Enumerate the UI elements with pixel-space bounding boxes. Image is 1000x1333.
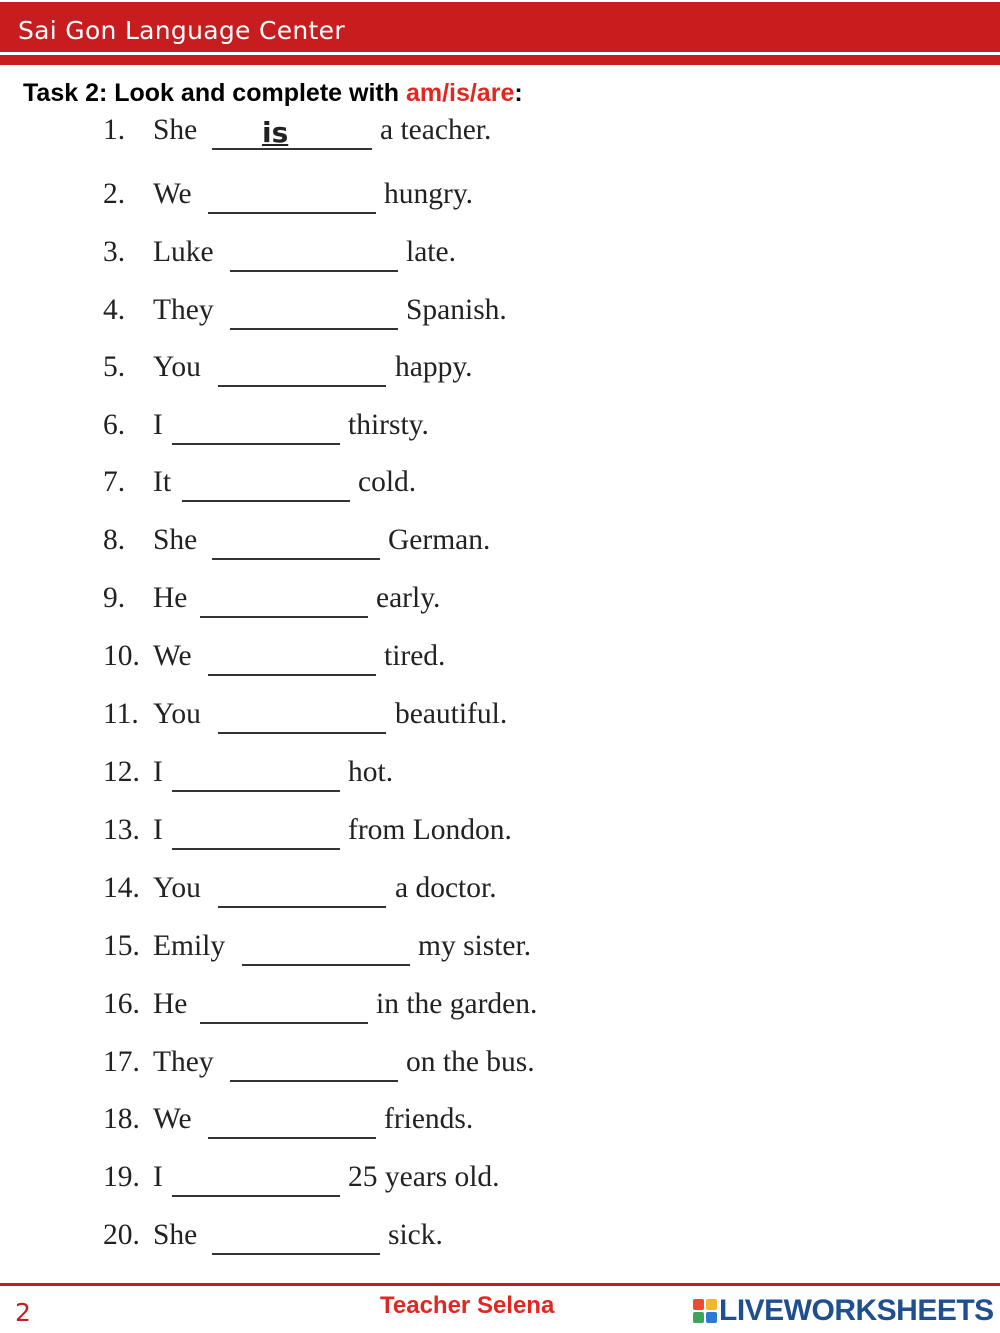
item-rest: sick. — [388, 1219, 443, 1251]
exercise-item — [0, 294, 1000, 334]
item-subject: I — [153, 814, 163, 846]
item-subject: She — [153, 114, 198, 146]
answer-blank[interactable] — [218, 385, 386, 387]
exercise-item — [0, 988, 1000, 1028]
answer-blank[interactable] — [212, 558, 380, 560]
page-number: 2 — [15, 1298, 31, 1327]
item-number: 20. — [103, 1219, 140, 1251]
item-number: 11. — [103, 698, 139, 730]
answer-blank[interactable] — [172, 848, 340, 850]
answer-blank[interactable] — [208, 1137, 376, 1139]
item-number: 18. — [103, 1103, 140, 1135]
exercise-item — [0, 698, 1000, 738]
item-rest: thirsty. — [348, 409, 429, 441]
answer-blank[interactable] — [172, 790, 340, 792]
item-rest: 25 years old. — [348, 1161, 500, 1193]
item-rest: hungry. — [384, 178, 474, 210]
item-subject: You — [153, 872, 201, 904]
exercise-item — [0, 582, 1000, 622]
item-subject: You — [153, 698, 201, 730]
liveworksheets-icon — [693, 1299, 717, 1323]
item-number: 16. — [103, 988, 140, 1020]
item-rest: tired. — [384, 640, 446, 672]
item-number: 13. — [103, 814, 140, 846]
item-rest: a teacher. — [380, 114, 492, 146]
item-subject: He — [153, 582, 188, 614]
header-title: Sai Gon Language Center — [18, 16, 345, 45]
exercise-item — [0, 409, 1000, 449]
item-rest: my sister. — [418, 930, 532, 962]
example-answer: is — [262, 116, 289, 149]
footer-divider — [0, 1283, 1000, 1286]
exercise-item — [0, 178, 1000, 218]
item-subject: I — [153, 409, 163, 441]
item-subject: She — [153, 524, 198, 556]
item-number: 6. — [103, 409, 126, 441]
answer-blank[interactable] — [218, 906, 386, 908]
item-subject: He — [153, 988, 188, 1020]
answer-blank[interactable] — [182, 500, 350, 502]
answer-blank[interactable] — [230, 1080, 398, 1082]
exercise-item — [0, 872, 1000, 912]
item-subject: You — [153, 351, 201, 383]
answer-blank[interactable] — [218, 732, 386, 734]
answer-blank[interactable] — [212, 148, 372, 150]
item-rest: cold. — [358, 466, 417, 498]
answer-blank[interactable] — [230, 270, 398, 272]
item-subject: She — [153, 1219, 198, 1251]
answer-blank[interactable] — [200, 1022, 368, 1024]
item-rest: hot. — [348, 756, 394, 788]
exercise-item — [0, 640, 1000, 680]
exercise-item — [0, 524, 1000, 564]
item-number: 19. — [103, 1161, 140, 1193]
item-subject: They — [153, 1046, 214, 1078]
exercise-item — [0, 756, 1000, 796]
answer-blank[interactable] — [208, 674, 376, 676]
task-keyword: am/is/are — [405, 79, 515, 107]
item-rest: friends. — [384, 1103, 474, 1135]
item-number: 2. — [103, 178, 126, 210]
exercise-item — [0, 1046, 1000, 1086]
item-rest: happy. — [395, 351, 473, 383]
teacher-name: Teacher Selena — [380, 1292, 555, 1319]
item-rest: a doctor. — [395, 872, 497, 904]
item-rest: German. — [388, 524, 491, 556]
item-number: 8. — [103, 524, 126, 556]
answer-blank[interactable] — [172, 443, 340, 445]
exercise-item — [0, 1219, 1000, 1259]
item-number: 14. — [103, 872, 140, 904]
item-subject: I — [153, 756, 163, 788]
item-number: 5. — [103, 351, 126, 383]
item-number: 9. — [103, 582, 126, 614]
answer-blank[interactable] — [212, 1253, 380, 1255]
answer-blank[interactable] — [208, 212, 376, 214]
answer-blank[interactable] — [200, 616, 368, 618]
item-subject: Emily — [153, 930, 226, 962]
item-subject: They — [153, 294, 214, 326]
item-rest: early. — [376, 582, 441, 614]
answer-blank[interactable] — [230, 328, 398, 330]
item-number: 15. — [103, 930, 140, 962]
answer-blank[interactable] — [172, 1195, 340, 1197]
item-rest: late. — [406, 236, 456, 268]
item-rest: in the garden. — [376, 988, 538, 1020]
exercise-item — [0, 930, 1000, 970]
item-subject: We — [153, 178, 192, 210]
item-rest: from London. — [348, 814, 512, 846]
item-number: 10. — [103, 640, 140, 672]
exercise-item — [0, 466, 1000, 506]
exercise-item — [0, 814, 1000, 854]
item-subject: I — [153, 1161, 163, 1193]
item-number: 7. — [103, 466, 126, 498]
item-number: 4. — [103, 294, 126, 326]
exercise-item — [0, 1161, 1000, 1201]
item-subject: We — [153, 640, 192, 672]
exercise-item — [0, 236, 1000, 276]
task-label: Task 2: Look and complete with — [23, 79, 406, 107]
task-suffix: : — [514, 79, 523, 107]
item-subject: It — [153, 466, 172, 498]
liveworksheets-wordmark: LIVEWORKSHEETS — [719, 1294, 994, 1327]
item-subject: We — [153, 1103, 192, 1135]
exercise-item — [0, 351, 1000, 391]
exercise-item — [0, 114, 1000, 154]
liveworksheets-logo — [693, 1291, 994, 1331]
item-rest: on the bus. — [406, 1046, 535, 1078]
exercise-item — [0, 1103, 1000, 1143]
item-number: 17. — [103, 1046, 140, 1078]
item-rest: beautiful. — [395, 698, 508, 730]
answer-blank[interactable] — [242, 964, 410, 966]
item-number: 1. — [103, 114, 126, 146]
item-subject: Luke — [153, 236, 214, 268]
item-rest: Spanish. — [406, 294, 507, 326]
item-number: 12. — [103, 756, 140, 788]
item-number: 3. — [103, 236, 126, 268]
